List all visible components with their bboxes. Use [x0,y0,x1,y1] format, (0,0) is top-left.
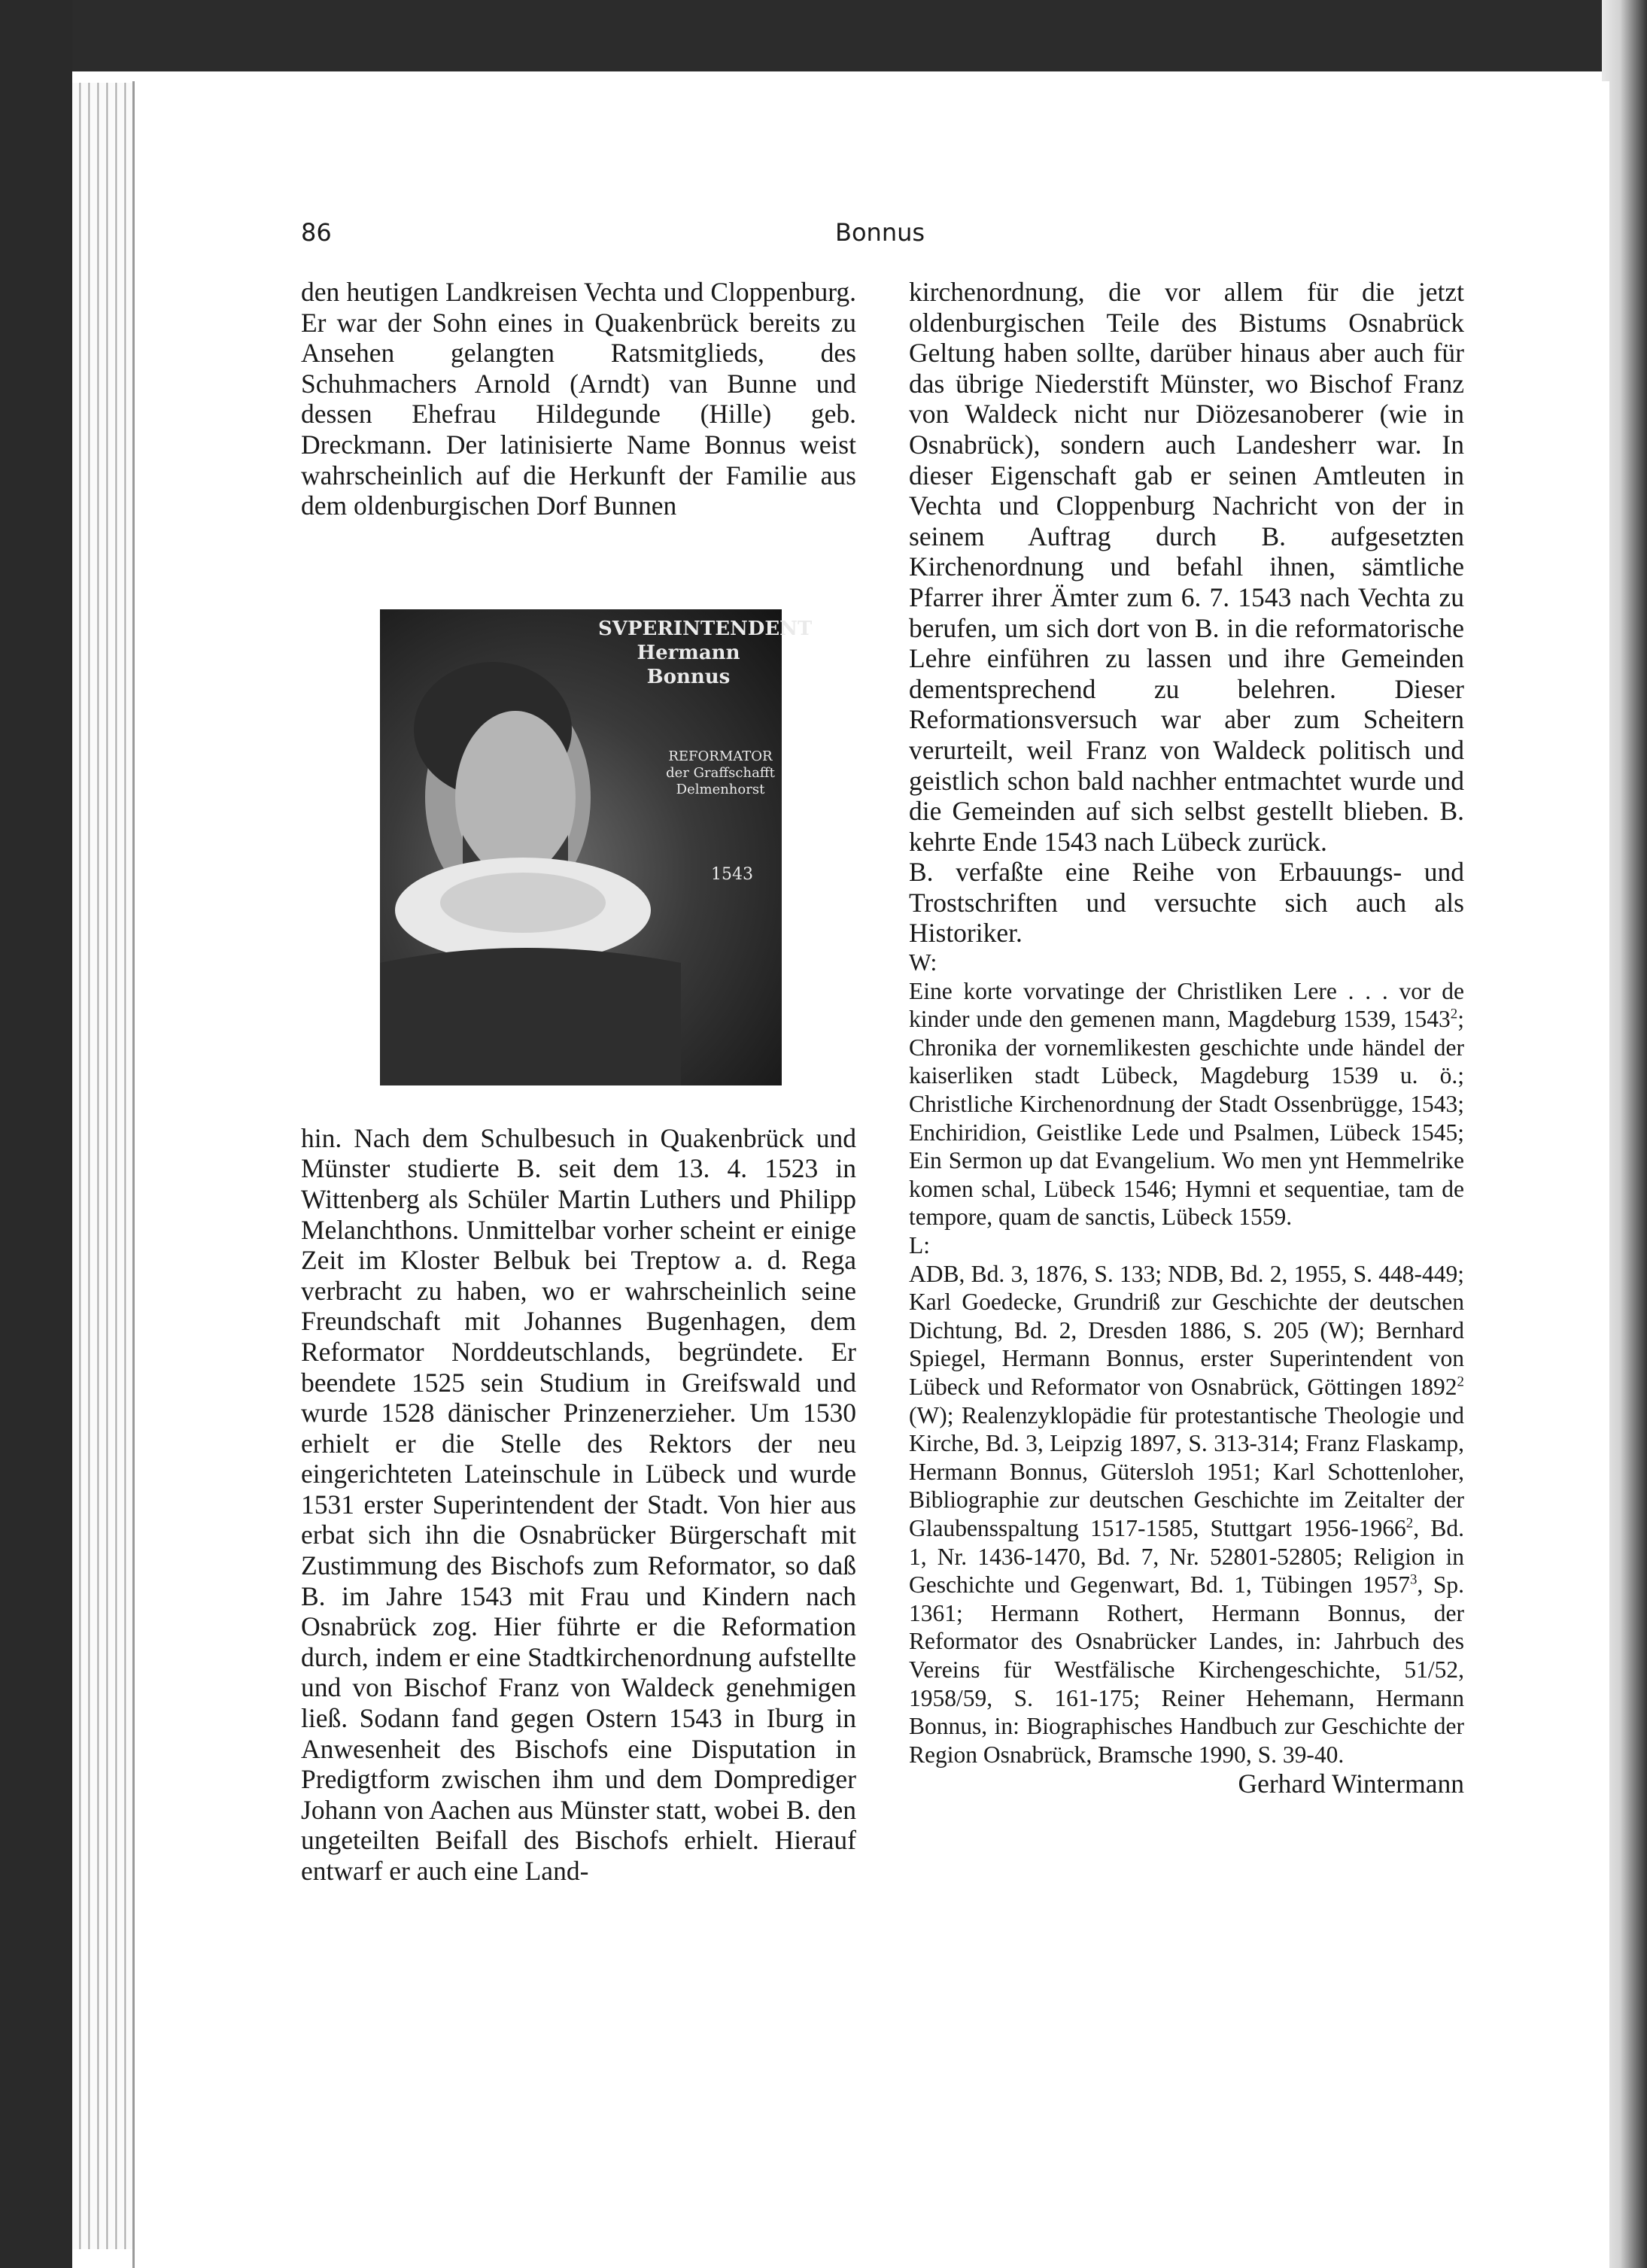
works-label: W: [909,949,937,976]
book-cover-top [0,0,1647,71]
right-paragraph-2: B. verfaßte eine Reihe von Erbauungs- und Trostschriften und versuchte sich auch als Historiker. [909,857,1464,949]
book-cover-left [0,0,72,2268]
portrait-inscription-title: SVPERINTENDENT Hermann Bonnus [598,618,813,688]
page-number: 86 [301,218,332,247]
literature-label: L: [909,1232,930,1258]
literature-list: ADB, Bd. 3, 1876, S. 133; NDB, Bd. 2, 1955, S. 448-449; Karl Goedecke, Grundriß zur Geschichte der deutschen Dichtung, Bd. 2, Dresden 1886, S. 205 (W); Bernhard Spiegel, Hermann Bonnus, erster Superintendent von Lübeck und Reformator von Osnabrück, Göttingen 1892$^2$ (W); Realenzyklopädie für protestantische Theologie und Kirche, Bd. 3, Leipzig 1897, S. 313-314; Franz Flaskamp, Hermann Bonnus, Gütersloh 1951; Karl Schottenloher, Bibliographie zur deutschen Geschichte im Zeitalter der Glaubensspaltung 1517-1585, Stuttgart 1956-1966$^2$, Bd. 1, Nr. 1436-1470, Bd. 7, Nr. 52801-52805; Religion in Geschichte und Gegenwart, Bd. 1, Tübingen 1957$^3$, Sp. 1361; Hermann Rothert, Hermann Bonnus, der Reformator des Osnabrücker Landes, in: Jahrbuch des Vereins für Westfälische Kirchengeschichte, 51/52, 1958/59, S. 161-175; Reiner Hehemann, Hermann Bonnus, in: Biographisches Handbuch zur Geschichte der Region Osnabrück, Bramsche 1990, S. 39-40. [909,1260,1464,1768]
left-paragraph-2: hin. Nach dem Schulbesuch in Quakenbrück und Münster studierte B. seit dem 13. 4. 1523 in Wittenberg als Schüler Martin Luthers und Philipp Melanchthons. Unmittelbar vorher scheint er einige Zeit im Kloster Belbuk bei Treptow a. d. Rega verbracht zu haben, wo er wahrscheinlich seine Freundschaft mit Johannes Bugenhagen, dem Reformator Norddeutschlands, begründete. Er beendete 1525 sein Studium in Greifswald und wurde 1528 dänischer Prinzenerzieher. Um 1530 erhielt er die Stelle des Rektors der neu eingerichteten Lateinschule in Lübeck und wurde 1531 erster Superintendent der Stadt. Von hier aus erbat sich ihn die Osnabrücker Bürgerschaft mit Zustimmung des Bischofs zum Reformator, so daß B. im Jahre 1543 mit Frau und Kindern nach Osnabrück zog. Hier führte er die Reformation durch, indem er eine Stadtkirchenordnung aufstellte und von Bischof Franz von Waldeck genehmigen ließ. Sodann fand gegen Ostern 1543 in Iburg in Anwesenheit des Bischofs eine Disputation in Predigtform zwischen ihm und dem Domprediger Johann von Aachen aus Münster statt, wobei B. den ungeteilten Beifall des Bischofs erhielt. Hierauf entwarf er auch eine Land- [301,1122,856,1886]
page-header [301,218,1460,263]
portrait-inscription-role: REFORMATOR der Graffschafft Delmenhorst [666,748,775,797]
portrait-inscription-year: 1543 [711,865,753,884]
works-list: Eine korte vorvatinge der Christliken Lere . . . vor de kinder unde den gemenen mann, Magdeburg 1539, 1543$^2$; Chronika der vornemlikesten geschichte unde händel der kaiserliken stadt Lübeck, Magdeburg 1539 u. ö.; Christliche Kirchenordnung der Stadt Ossenbrügge, 1543; Enchiridion, Geistlike Lede und Psalmen, Lübeck 1545; Ein Sermon up dat Evangelium. Wo men ynt Hemmelrike komen schal, Lübeck 1546; Hymni et sequentiae, tam de tempore, quam de sanctis, Lübeck 1559. [909,977,1464,1231]
running-head: Bonnus [835,218,925,247]
left-paragraph-1: den heutigen Landkreisen Vechta und Cloppenburg. Er war der Sohn eines in Quakenbrück bereits zu Ansehen gelangten Ratsmitglieds, des Schuhmachers Arnold (Arndt) van Bunne und dessen Ehefrau Hildegunde (Hille) geb. Dreckmann. Der latinisierte Name Bonnus weist wahrscheinlich auf die Herkunft der Familie aus dem oldenburgischen Dorf Bunnen [301,277,856,521]
right-column [909,277,1464,1799]
page-edges [72,83,140,2249]
right-paragraph-1: kirchenordnung, die vor allem für die jetzt oldenburgischen Teile des Bistums Osnabrück Geltung haben sollte, darüber hinaus aber auch für das übrige Niederstift Münster, wo Bischof Franz von Waldeck nicht nur Diözesanoberer (wie in Osnabrück), sondern auch Landesherr war. In dieser Eigenschaft gab er seinen Amtleuten in Vechta und Cloppenburg Nachricht von der in seinem Auftrag durch B. aufgesetzten Kirchenordnung und befahl ihnen, sämtliche Pfarrer ihrer Ämter zum 6. 7. 1543 nach Vechta zu berufen, um sich dort von B. in die reformatorische Lehre einführen zu lassen und ihre Gemeinden dementsprechend zu belehren. Dieser Reformationsversuch war aber zum Scheitern verurteilt, weil Franz von Waldeck politisch und geistlich schon bald nachher entmachtet wurde und die Gemeinden auf sich selbst gestellt blieben. B. kehrte Ende 1543 nach Lübeck zurück. [909,277,1464,857]
author-signature: Gerhard Wintermann [1238,1769,1464,1799]
portrait-image [380,609,813,1085]
